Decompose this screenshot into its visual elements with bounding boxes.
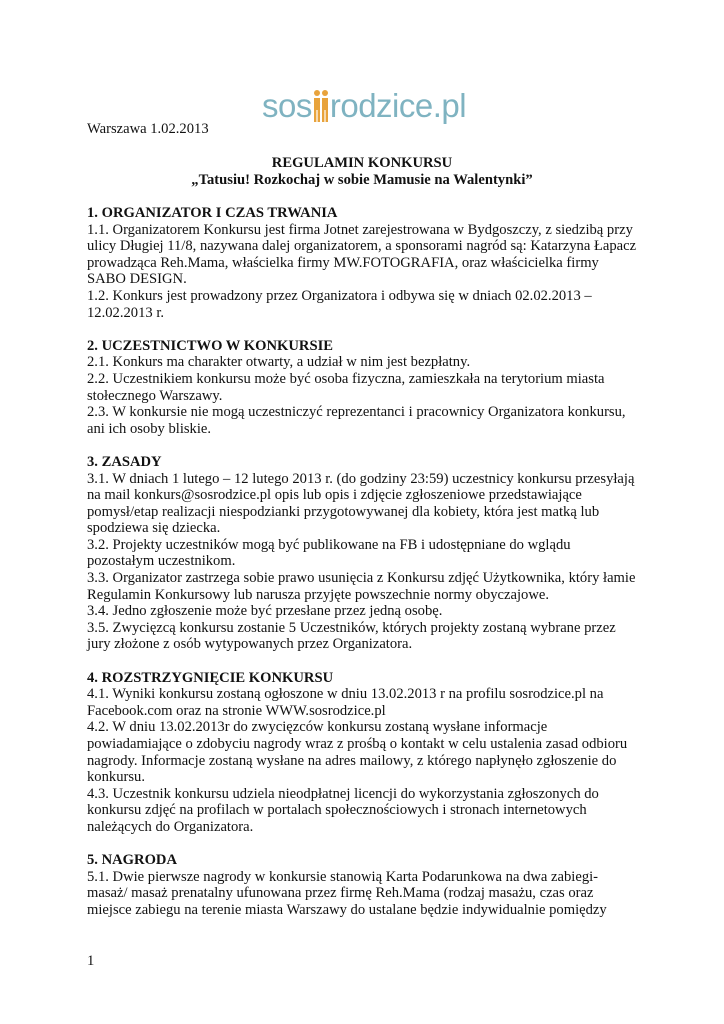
paragraph: 1.1. Organizatorem Konkursu jest firma Jotnet zarejestrowana w Bydgoszczy, z siedzibą przy ulicy Długiej 11/8, nazywana dalej organizatorem, a sponsorami nagród są: Katarzyna Łapacz prowadząca Reh.Mama, właścielka firmy MW.FOTOGRAFIA, oraz właścicielka firmy SABO DESIGN. — [87, 221, 637, 288]
paragraph: 3.4. Jedno zgłoszenie może być przesłane przez jedną osobę. — [87, 603, 443, 620]
section-heading: 4. ROZSTRZYGNIĘCIE KONKURSU — [87, 669, 334, 686]
logo-text-rodzice: rodzice.pl — [329, 87, 467, 124]
section-heading: 1. ORGANIZATOR I CZAS TRWANIA — [87, 205, 338, 221]
paragraph: 3.2. Projekty uczestników mogą być publikowane na FB i udostępniane do wglądu pozostałym uczestnikom. — [87, 536, 571, 570]
section-heading: 3. ZASADY — [87, 453, 162, 470]
section-organizer — [87, 205, 637, 321]
paragraph: 3.1. W dniach 1 lutego – 12 lutego 2013 r. (do godziny 23:59) uczestnicy konkursu przesyłają na mail konkurs@sosrodzice.pl opis lub opis i zdjęcie zgłoszeniowe przedstawiające pomysł/etap realizacji niespodzianki przygotowywanej dla kobiety, która jest matką lub spodziewa się dziecka. — [87, 470, 635, 537]
section-heading: 2. UCZESTNICTWO W KONKURSIE — [87, 337, 333, 354]
paragraph: 5.1. Dwie pierwsze nagrody w konkursie stanowią Karta Podarunkowa na dwa zabiegi- masaż/ masaż prenatalny ufunowana przez firmę Reh.Mama (rodzaj masażu, czas oraz miejsce zabiegu na terenie miasta Warszawy do ustalane będzie indywidualnie pomiędzy — [87, 868, 607, 918]
section-participation — [87, 338, 637, 438]
paragraph: 3.3. Organizator zastrzega sobie prawo usunięcia z Konkursu zdjęć Użytkownika, który łamie Regulamin Konkursowy lub narusza przyjęte powszechnie normy obyczajowe. — [87, 570, 636, 603]
title-line-2: „Tatusiu! Rozkochaj w sobie Mamusie na Walentynki” — [191, 171, 533, 188]
document-date: Warszawa 1.02.2013 — [87, 121, 209, 137]
logo-text-sos: sos — [262, 87, 312, 124]
section-prize — [87, 852, 637, 918]
paragraph: 4.1. Wyniki konkursu zostaną ogłoszone w dniu 13.02.2013 r na profilu sosrodzice.pl na Facebook.com oraz na stronie WWW.sosrodzice.pl — [87, 686, 604, 719]
family-figures-icon — [313, 89, 329, 123]
paragraph: 2.3. W konkursie nie mogą uczestniczyć reprezentanci i pracownicy Organizatora konkursu, ani ich osoby bliskie. — [87, 404, 626, 437]
page-number: 1 — [87, 953, 95, 969]
section-heading: 5. NAGRODA — [87, 852, 177, 869]
paragraph: 4.3. Uczestnik konkursu udziela nieodpłatnej licencji do wykorzystania zgłoszonych do konkursu zdjęć na profilach w portalach społecznościowych i stronach internetowych należących do Organizatora. — [87, 785, 599, 835]
paragraph: 4.2. W dniu 13.02.2013r do zwycięzców konkursu zostaną wysłane informacje powiadamiające o zdobyciu nagrody wraz z prośbą o kontakt w celu ustalenia zasad odbioru nagrody. Informacje zostaną wysłane na adres mailowy, z którego napłynęło zgłoszenie do konkursu. — [87, 719, 628, 786]
document-body — [87, 205, 637, 935]
paragraph: 1.2. Konkurs jest prowadzony przez Organizatora i odbywa się w dniach 02.02.2013 – 12.02.2013 r. — [87, 287, 592, 321]
section-rules — [87, 454, 637, 653]
document-title — [0, 155, 724, 188]
title-line-1: REGULAMIN KONKURSU — [271, 155, 453, 171]
paragraph: 2.1. Konkurs ma charakter otwarty, a udział w nim jest bezpłatny. — [87, 354, 471, 371]
section-resolution — [87, 670, 637, 836]
paragraph: 3.5. Zwycięzcą konkursu zostanie 5 Uczestników, których projekty zostaną wybrane przez jury złożone z osób wytypowanych przez Organizatora. — [87, 619, 616, 653]
sosrodzice-logo — [262, 82, 466, 126]
paragraph: 2.2. Uczestnikiem konkursu może być osoba fizyczna, zamieszkała na terytorium miasta stołecznego Warszawy. — [87, 370, 605, 404]
